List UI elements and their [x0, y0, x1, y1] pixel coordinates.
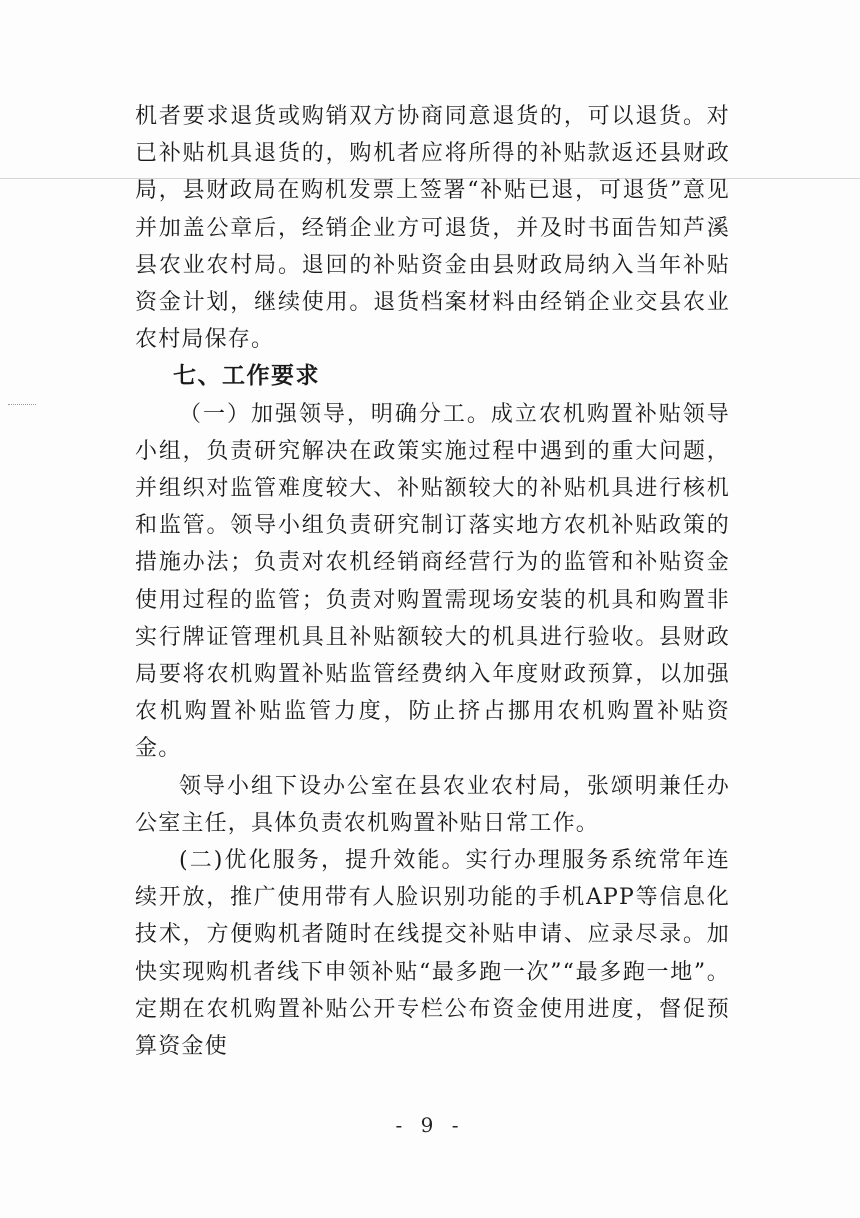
- paragraph-return-policy: 机者要求退货或购销双方协商同意退货的，可以退货。对已补贴机具退货的，购机者应将所得的补贴款返还县财政局，县财政局在购机发票上签署“补贴已退，可退货”意见并加盖公章后，经销企业方可退货，并及时书面告知芦溪县农业农村局。退回的补贴资金由县财政局纳入当年补贴资金计划，继续使用。退货档案材料由经销企业交县农业农村局保存。: [135, 104, 730, 353]
- paragraph-office: 领导小组下设办公室在县农业农村局，张颂明兼任办公室主任，具体负责农机购置补贴日常工作。: [135, 773, 730, 836]
- margin-mark: [8, 404, 36, 411]
- section-heading-work-requirements: 七、工作要求: [173, 363, 320, 390]
- page-number: - 9 -: [395, 1113, 465, 1137]
- document-body: [135, 98, 730, 1065]
- paragraph-leadership: （一）加强领导，明确分工。成立农机购置补贴领导小组，负责研究解决在政策实施过程中遇到的重大问题，并组织对监管难度较大、补贴额较大的补贴机具进行核机和监管。领导小组负责研究制订落实地方农机补贴政策的措施办法；负责对农机经销商经营行为的监管和补贴资金使用过程的监管；负责对购置需现场安装的机具和购置非实行牌证管理机具且补贴额较大的机具进行验收。县财政局要将农机购置补贴监管经费纳入年度财政预算，以加强农机购置补贴监管力度，防止挤占挪用农机购置补贴资金。: [135, 401, 730, 762]
- paragraph-service: (二)优化服务，提升效能。实行办理服务系统常年连续开放，推广使用带有人脸识别功能的手机APP等信息化技术，方便购机者随时在线提交补贴申请、应录尽录。加快实现购机者线下申领补贴“最多跑一次”“最多跑一地”。定期在农机购置补贴公开专栏公布资金使用进度，督促预算资金使: [135, 848, 730, 1060]
